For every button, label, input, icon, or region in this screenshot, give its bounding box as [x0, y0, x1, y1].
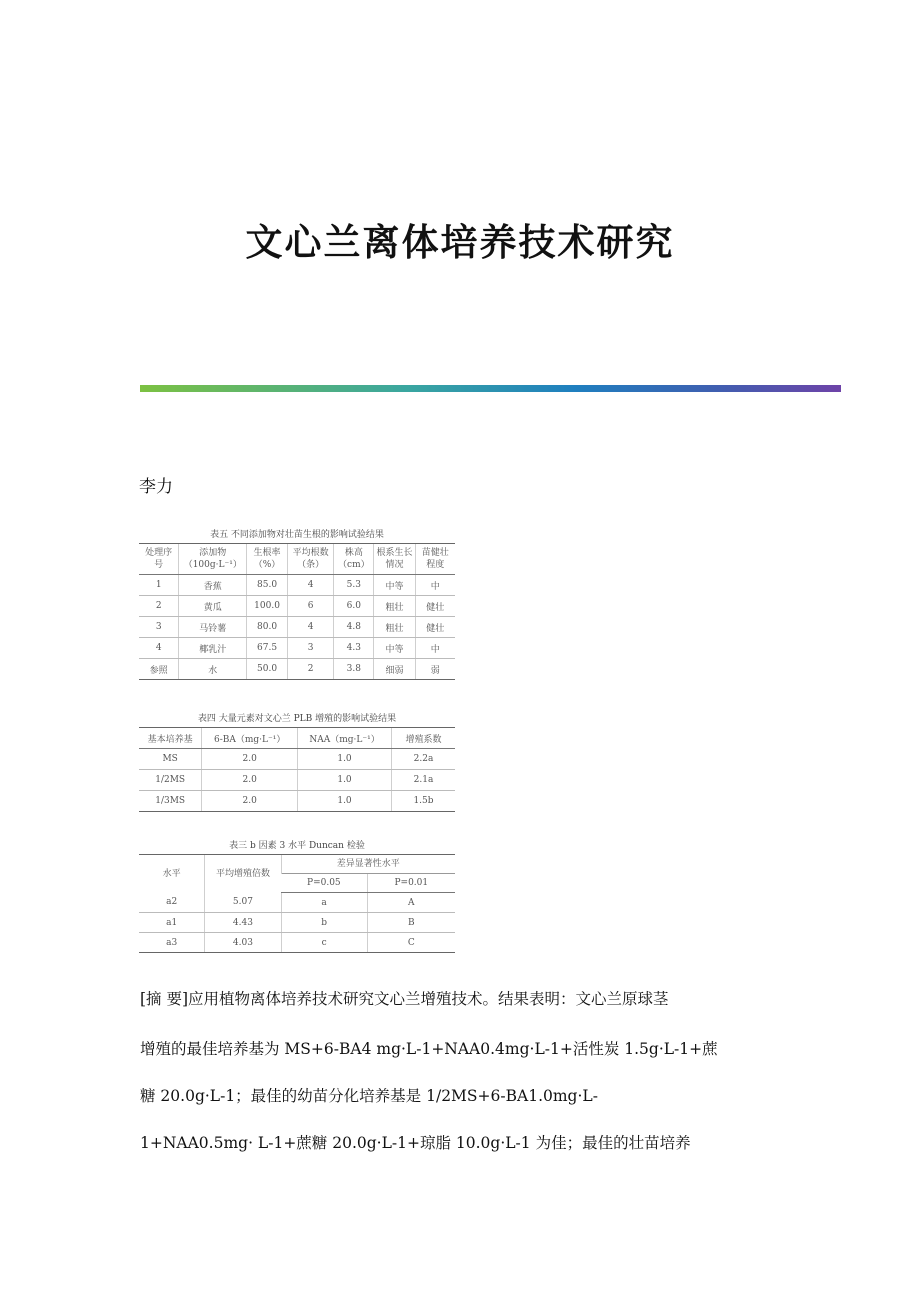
table-cell: B — [367, 913, 455, 933]
table-row — [139, 749, 455, 770]
table4 — [139, 727, 455, 812]
table-row — [139, 933, 455, 953]
abstract-line: [摘 要]应用植物离体培养技术研究文心兰增殖技术。结果表明：文心兰原球茎 — [140, 990, 669, 1008]
table5-header: 根系生长情况 — [374, 544, 415, 575]
table-row — [139, 596, 455, 617]
table3-header-row — [139, 855, 455, 874]
table-cell: C — [367, 933, 455, 953]
table-cell: 香蕉 — [179, 575, 247, 596]
table-cell: 6.0 — [334, 596, 374, 617]
abstract-line: 糖 20.0g·L-1；最佳的幼苗分化培养基是 1/2MS+6-BA1.0mg·L- — [140, 1087, 598, 1105]
table4-header: NAA（mg·L⁻¹） — [298, 728, 392, 749]
table-cell: 粗壮 — [374, 617, 415, 638]
table-row — [139, 659, 455, 680]
table-cell: b — [281, 913, 367, 933]
table4-caption: 表四 大量元素对文心兰 PLB 增殖的影响试验结果 — [197, 714, 397, 724]
table-cell: a — [281, 893, 367, 913]
table-cell: 4 — [287, 575, 333, 596]
table-cell: 1.0 — [298, 770, 392, 791]
table4-block — [139, 711, 455, 812]
table-cell: 3 — [139, 617, 179, 638]
table3-header: 差异显著性水平 — [281, 855, 455, 874]
table4-header: 基本培养基 — [139, 728, 202, 749]
table-row — [139, 617, 455, 638]
paper-title: 文心兰离体培养技术研究 — [245, 220, 675, 264]
table-cell: 1.0 — [298, 791, 392, 812]
table-cell: 细弱 — [374, 659, 415, 680]
table-cell: 2.0 — [202, 791, 298, 812]
table-cell: a1 — [139, 913, 205, 933]
table-cell: 1.0 — [298, 749, 392, 770]
table5-header: 平均根数（条） — [287, 544, 333, 575]
table-cell: MS — [139, 749, 202, 770]
table-cell: c — [281, 933, 367, 953]
table-cell: 健壮 — [415, 596, 455, 617]
table5-header: 添加物（100g·L⁻¹） — [179, 544, 247, 575]
table5-header: 生根率（%） — [247, 544, 288, 575]
table-cell: 中等 — [374, 575, 415, 596]
table-cell: 3.8 — [334, 659, 374, 680]
table-cell: 2.2a — [391, 749, 455, 770]
table3-header: P=0.01 — [367, 874, 455, 893]
table3-block — [139, 838, 455, 953]
table5 — [139, 543, 455, 680]
table-cell: 4 — [139, 638, 179, 659]
table-cell: 50.0 — [247, 659, 288, 680]
abstract-line: 增殖的最佳培养基为 MS+6-BA4 mg·L-1+NAA0.4mg·L-1+活性炭 1.5g·L-1+蔗 — [140, 1040, 718, 1058]
table5-header: 株高（cm） — [334, 544, 374, 575]
table4-header: 增殖系数 — [391, 728, 455, 749]
table-cell: 1.5b — [391, 791, 455, 812]
table-row — [139, 913, 455, 933]
table3-header: 平均增殖倍数 — [205, 855, 281, 893]
table-cell: 马铃薯 — [179, 617, 247, 638]
table-cell: 6 — [287, 596, 333, 617]
table-cell: 中 — [415, 638, 455, 659]
table4-header: 6-BA（mg·L⁻¹） — [202, 728, 298, 749]
table-cell: 中等 — [374, 638, 415, 659]
table-row — [139, 791, 455, 812]
table-cell: 100.0 — [247, 596, 288, 617]
table-cell: 粗壮 — [374, 596, 415, 617]
table-cell: 4.43 — [205, 913, 281, 933]
table-cell: 4 — [287, 617, 333, 638]
author-name: 李力 — [139, 477, 173, 497]
table-row — [139, 575, 455, 596]
abstract-line: 1+NAA0.5mg· L-1+蔗糖 20.0g·L-1+琼脂 10.0g·L-1 为佳；最佳的壮苗培养 — [140, 1134, 691, 1152]
gradient-divider — [140, 385, 841, 392]
table-cell: 4.03 — [205, 933, 281, 953]
table-cell: 1/2MS — [139, 770, 202, 791]
table-cell: 中 — [415, 575, 455, 596]
table3-header: P=0.05 — [281, 874, 367, 893]
table-cell: 参照 — [139, 659, 179, 680]
table-cell: 健壮 — [415, 617, 455, 638]
table5-block — [139, 527, 455, 680]
table5-header: 处理序号 — [139, 544, 179, 575]
table-cell: 水 — [179, 659, 247, 680]
table-cell: 5.07 — [205, 893, 281, 913]
table-cell: 2.0 — [202, 770, 298, 791]
table-cell: 4.8 — [334, 617, 374, 638]
table3-header: 水平 — [139, 855, 205, 893]
table-cell: A — [367, 893, 455, 913]
table-cell: 1/3MS — [139, 791, 202, 812]
table5-caption: 表五 不同添加物对壮苗生根的影响试验结果 — [210, 530, 384, 540]
table-cell: 85.0 — [247, 575, 288, 596]
table-cell: 2 — [287, 659, 333, 680]
table5-header-row — [139, 544, 455, 575]
table-row — [139, 770, 455, 791]
table-row — [139, 638, 455, 659]
table-cell: 80.0 — [247, 617, 288, 638]
table-cell: 1 — [139, 575, 179, 596]
table-cell: 黄瓜 — [179, 596, 247, 617]
table-cell: 椰乳汁 — [179, 638, 247, 659]
table-cell: 5.3 — [334, 575, 374, 596]
table-cell: 弱 — [415, 659, 455, 680]
table5-header: 苗健壮程度 — [415, 544, 455, 575]
table4-header-row — [139, 728, 455, 749]
table-cell: a2 — [139, 893, 205, 913]
table3 — [139, 854, 455, 953]
table-cell: 67.5 — [247, 638, 288, 659]
table-cell: a3 — [139, 933, 205, 953]
table-cell: 4.3 — [334, 638, 374, 659]
table-cell: 2.0 — [202, 749, 298, 770]
table-cell: 3 — [287, 638, 333, 659]
table-cell: 2 — [139, 596, 179, 617]
table-row — [139, 893, 455, 913]
table3-caption: 表三 b 因素 3 水平 Duncan 检验 — [229, 841, 365, 851]
table-cell: 2.1a — [391, 770, 455, 791]
